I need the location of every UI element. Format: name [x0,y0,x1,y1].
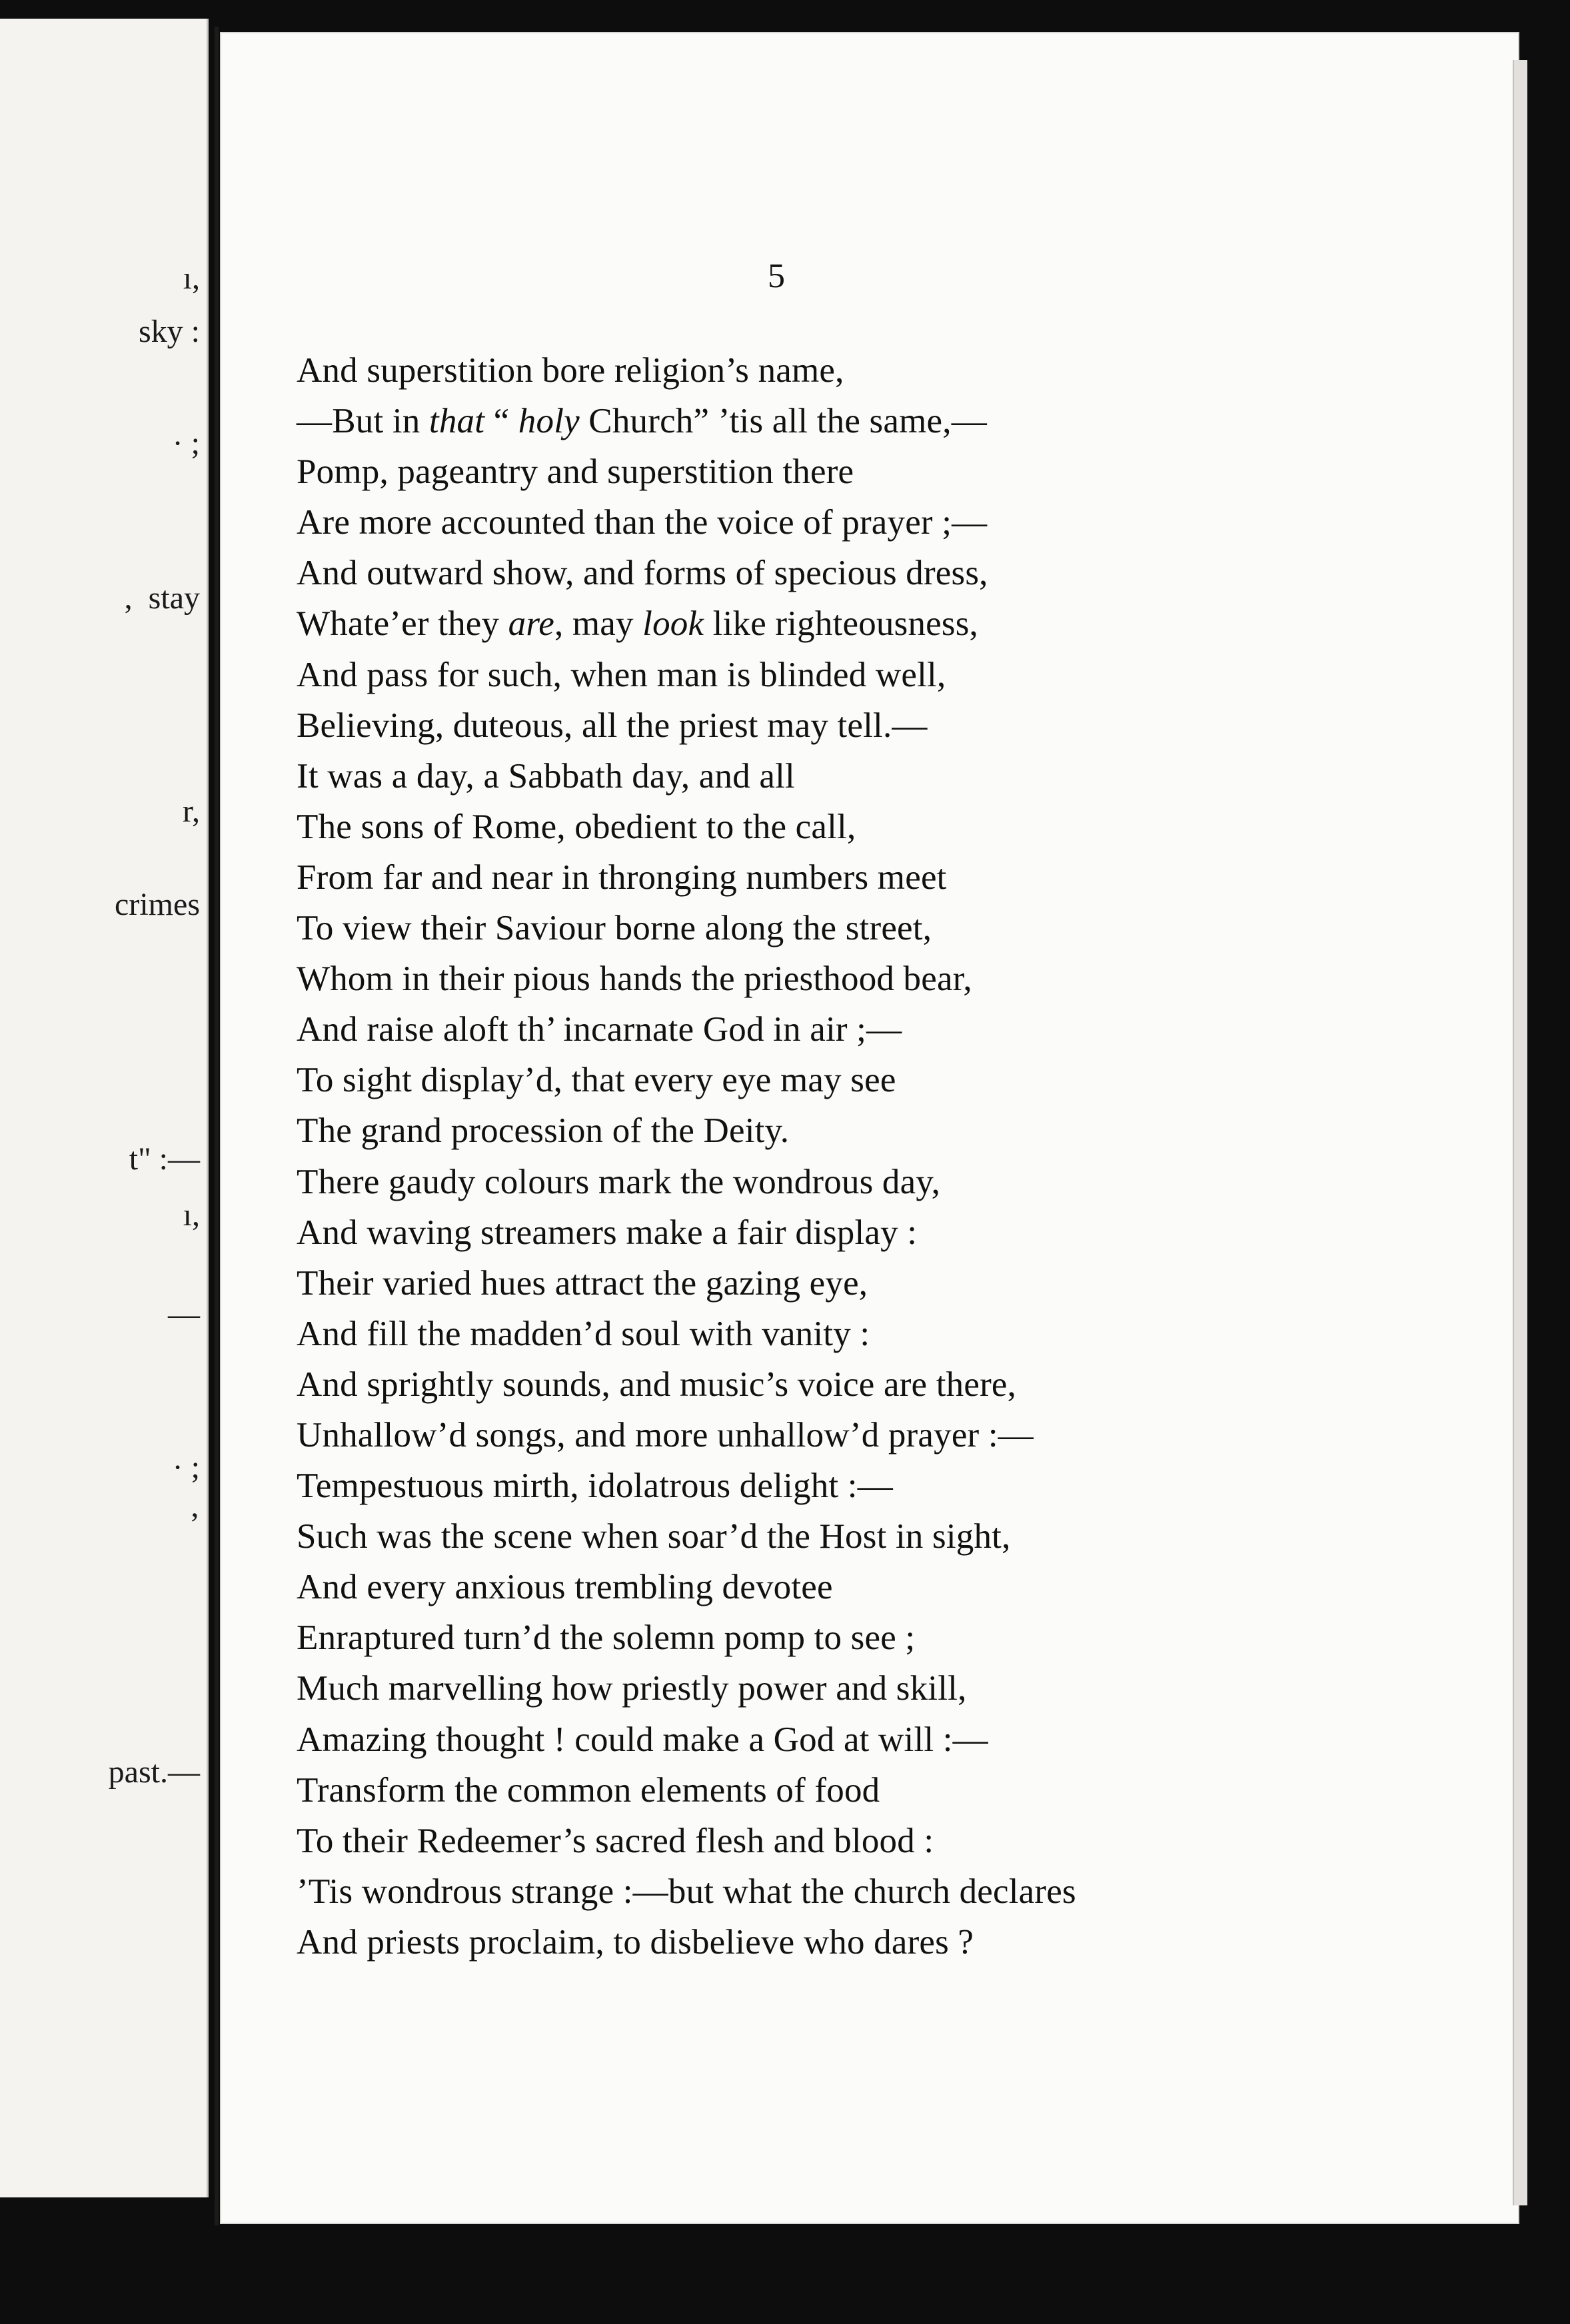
poem-line: Tempestuous mirth, idolatrous delight :— [297,1466,893,1506]
left-page-fragment: ı, [183,261,200,296]
left-page-fragment: t" :— [129,1141,200,1177]
left-page-fragment: sky : [138,314,200,349]
poem-line: Whate’er they are, may look like righteousness, [297,604,978,644]
poem-text [297,345,1076,1968]
poem-line: Their varied hues attract the gazing eye, [297,1263,868,1303]
poem-line: —But in that “ holy Church” ’tis all the same,— [297,402,987,441]
poem-line: And waving streamers make a fair display : [297,1213,918,1252]
poem-line: And superstition bore religion’s name, [297,351,844,390]
poem-line: Are more accounted than the voice of prayer ;— [297,503,988,542]
left-page-fragment: — [168,1297,200,1332]
left-page-fragment: ’ [189,1506,200,1542]
poem-line: The sons of Rome, obedient to the call, [297,807,856,846]
left-page-fragment: , stay [124,580,200,616]
poem-line: To sight display’d, that every eye may see [297,1061,896,1100]
page-number: 5 [768,257,785,295]
left-page-fragment: · ; [172,1450,200,1485]
poem-line: Believing, duteous, all the priest may tell.— [297,706,928,745]
poem-line: There gaudy colours mark the wondrous day, [297,1162,941,1201]
poem-line: Transform the common elements of food [297,1770,880,1810]
poem-line: It was a day, a Sabbath day, and all [297,756,795,796]
left-page-fragment: past.— [108,1754,200,1790]
poem-line: And priests proclaim, to disbelieve who dares ? [297,1922,974,1962]
poem-line: And raise aloft th’ incarnate God in air ;— [297,1010,902,1049]
left-page-fragment: · ; [172,426,200,461]
page-gutter [215,27,219,2225]
poem-line: To view their Saviour borne along the street, [297,909,932,948]
left-page-fragment: crimes [115,887,200,922]
poem-line: And every anxious trembling devotee [297,1568,833,1607]
left-page-fragment: ı, [183,1197,200,1233]
poem-line: Unhallow’d songs, and more unhallow’d prayer :— [297,1415,1034,1454]
poem-line: From far and near in thronging numbers meet [297,858,947,897]
poem-line: The grand procession of the Deity. [297,1111,790,1151]
page-edge [1513,60,1527,2205]
left-facing-page [0,19,209,2197]
poem-line: Enraptured turn’d the solemn pomp to see ; [297,1618,916,1658]
poem-line: Such was the scene when soar’d the Host in sight, [297,1517,1011,1556]
left-page-fragment: r, [182,794,200,829]
poem-line: And outward show, and forms of specious dress, [297,554,988,593]
poem-line: Pomp, pageantry and superstition there [297,452,854,492]
poem-line: And sprightly sounds, and music’s voice are there, [297,1365,1017,1404]
poem-line: ’Tis wondrous strange :—but what the church declares [297,1872,1076,1911]
poem-line: Amazing thought ! could make a God at will :— [297,1720,988,1759]
poem-line: And fill the madden’d soul with vanity : [297,1314,870,1353]
poem-line: Whom in their pious hands the priesthood bear, [297,959,972,999]
poem-line: And pass for such, when man is blinded well, [297,655,946,694]
poem-line: To their Redeemer’s sacred flesh and blood : [297,1821,934,1860]
poem-line: Much marvelling how priestly power and skill, [297,1669,967,1708]
